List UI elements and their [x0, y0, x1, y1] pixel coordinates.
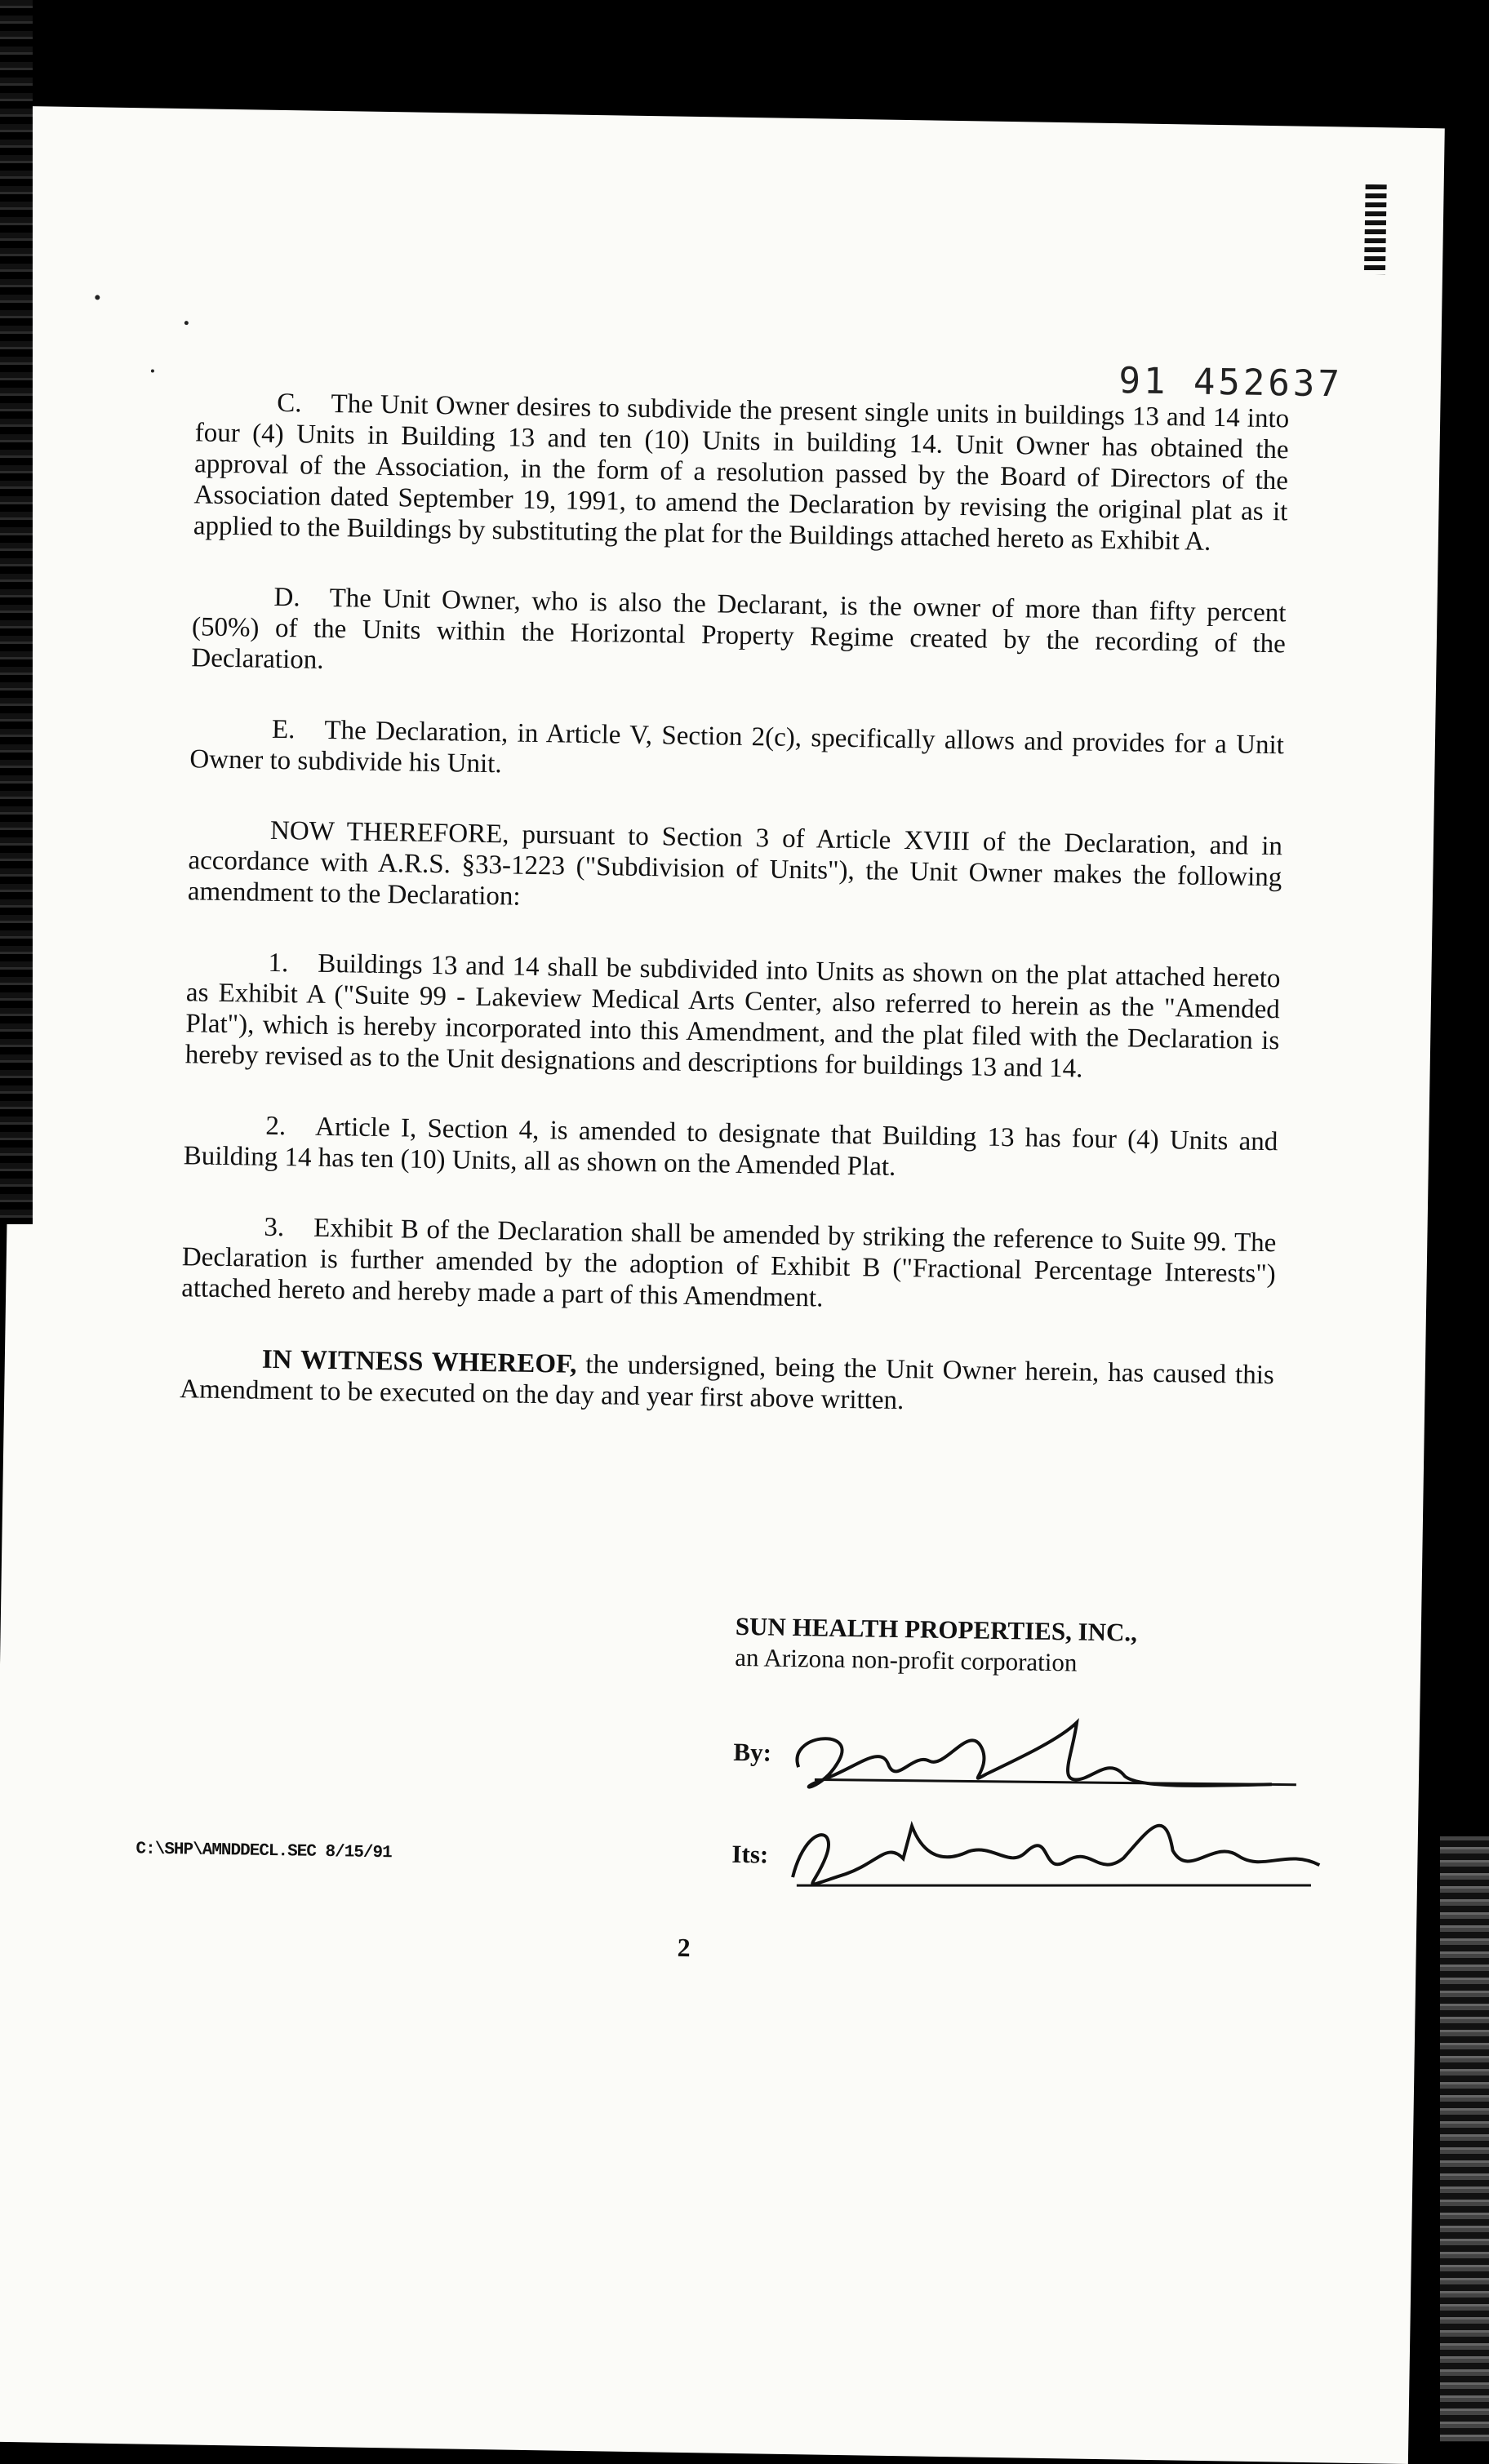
signature-block: [735, 1611, 1258, 1681]
document-page: [0, 106, 1445, 2464]
recital-c: [193, 386, 1290, 558]
company-description: an Arizona non-profit corporation: [734, 1642, 1078, 1677]
scan-edge-left: [0, 0, 33, 1224]
recital-label: E.: [271, 714, 296, 745]
item-label: 2.: [265, 1111, 287, 1142]
its-label: Its:: [731, 1839, 769, 1869]
recital-text: The Unit Owner, who is also the Declarant, is the owner of more than fifty percent (50%) of the Units within the Horizontal Property Regime created by the recording of the Declaration.: [191, 583, 1287, 675]
document-number: 91 452637: [1118, 360, 1344, 406]
amendment-item-3: [181, 1210, 1277, 1321]
item-text: Article I, Section 4, is amended to designate that Building 13 has four (4) Units and Building 14 has ten (10) Units, all as shown on the Amended Plat.: [183, 1112, 1278, 1182]
recital-e: [189, 713, 1284, 792]
clause-text: the undersigned, being the Unit Owner herein, has caused this Amendment to be executed on the day and year first above written.: [180, 1349, 1275, 1416]
company-name: SUN HEALTH PROPERTIES, INC.,: [735, 1611, 1138, 1647]
by-label: By:: [733, 1737, 772, 1767]
now-therefore-clause: [188, 814, 1283, 924]
scan-speck: [151, 369, 154, 372]
recital-label: D.: [273, 582, 300, 613]
item-text: Buildings 13 and 14 shall be subdivided into Units as shown on the plat attached hereto as Exhibit A ("Suite 99 - Lakeview Medical Arts Center, also referred to herein as the "Amended Plat"), which is hereby incorporated into this Amendment, and the plat filed with the Declaration is hereby revised as to the Unit designations and descriptions for buildings 13 and 14.: [184, 948, 1281, 1084]
scan-mark: [1364, 184, 1387, 274]
recital-d: [191, 580, 1287, 690]
page-number: 2: [677, 1932, 691, 1963]
clause-text: pursuant to Section 3 of Article XVIII of the Declaration, and in accordance with A.R.S. §33-1223 ("Subdivision of Units"), the Unit Owner makes the following amendment to the Declaration:: [187, 819, 1283, 912]
document-body: [179, 386, 1289, 1461]
recital-text: The Unit Owner desires to subdivide the present single units in buildings 13 and 14 into four (4) Units in Building 13 and ten (10) Units in building 14. Unit Owner has obtained the approval of the Association, in the form of a resolution passed by the Board of Directors of the Association dated September 19, 1991, to amend the Declaration by revising the original plat as it applied to the Buildings by substituting the plat for the Buildings attached hereto as Exhibit A.: [193, 388, 1290, 557]
recital-text: The Declaration, in Article V, Section 2(c), specifically allows and provides for a Unit Owner to subdivide his Unit.: [189, 715, 1285, 779]
witness-clause: [180, 1343, 1274, 1422]
clause-lead: IN WITNESS WHEREOF,: [261, 1344, 577, 1379]
item-label: 3.: [264, 1212, 285, 1243]
signature-stroke-its: [793, 1820, 1320, 1893]
clause-lead: NOW THEREFORE,: [269, 815, 509, 850]
scan-speck: [95, 295, 100, 300]
handwritten-signature: [780, 1702, 1354, 1923]
item-text: Exhibit B of the Declaration shall be amended by striking the reference to Suite 99. The Declaration is further amended by the adoption of Exhibit B ("Fractional Percentage Interests") attached hereto and hereby made a part of this Amendment.: [180, 1213, 1277, 1313]
amendment-item-1: [184, 946, 1280, 1087]
scan-edge-right: [1440, 1836, 1489, 2442]
amendment-item-2: [184, 1109, 1278, 1188]
signature-underline-its: [797, 1877, 1311, 1894]
file-path-footer: C:\SHP\AMNDDECL.SEC 8/15/91: [136, 1840, 392, 1863]
recital-label: C.: [277, 388, 302, 419]
item-label: 1.: [268, 948, 289, 979]
scan-speck: [184, 321, 189, 325]
